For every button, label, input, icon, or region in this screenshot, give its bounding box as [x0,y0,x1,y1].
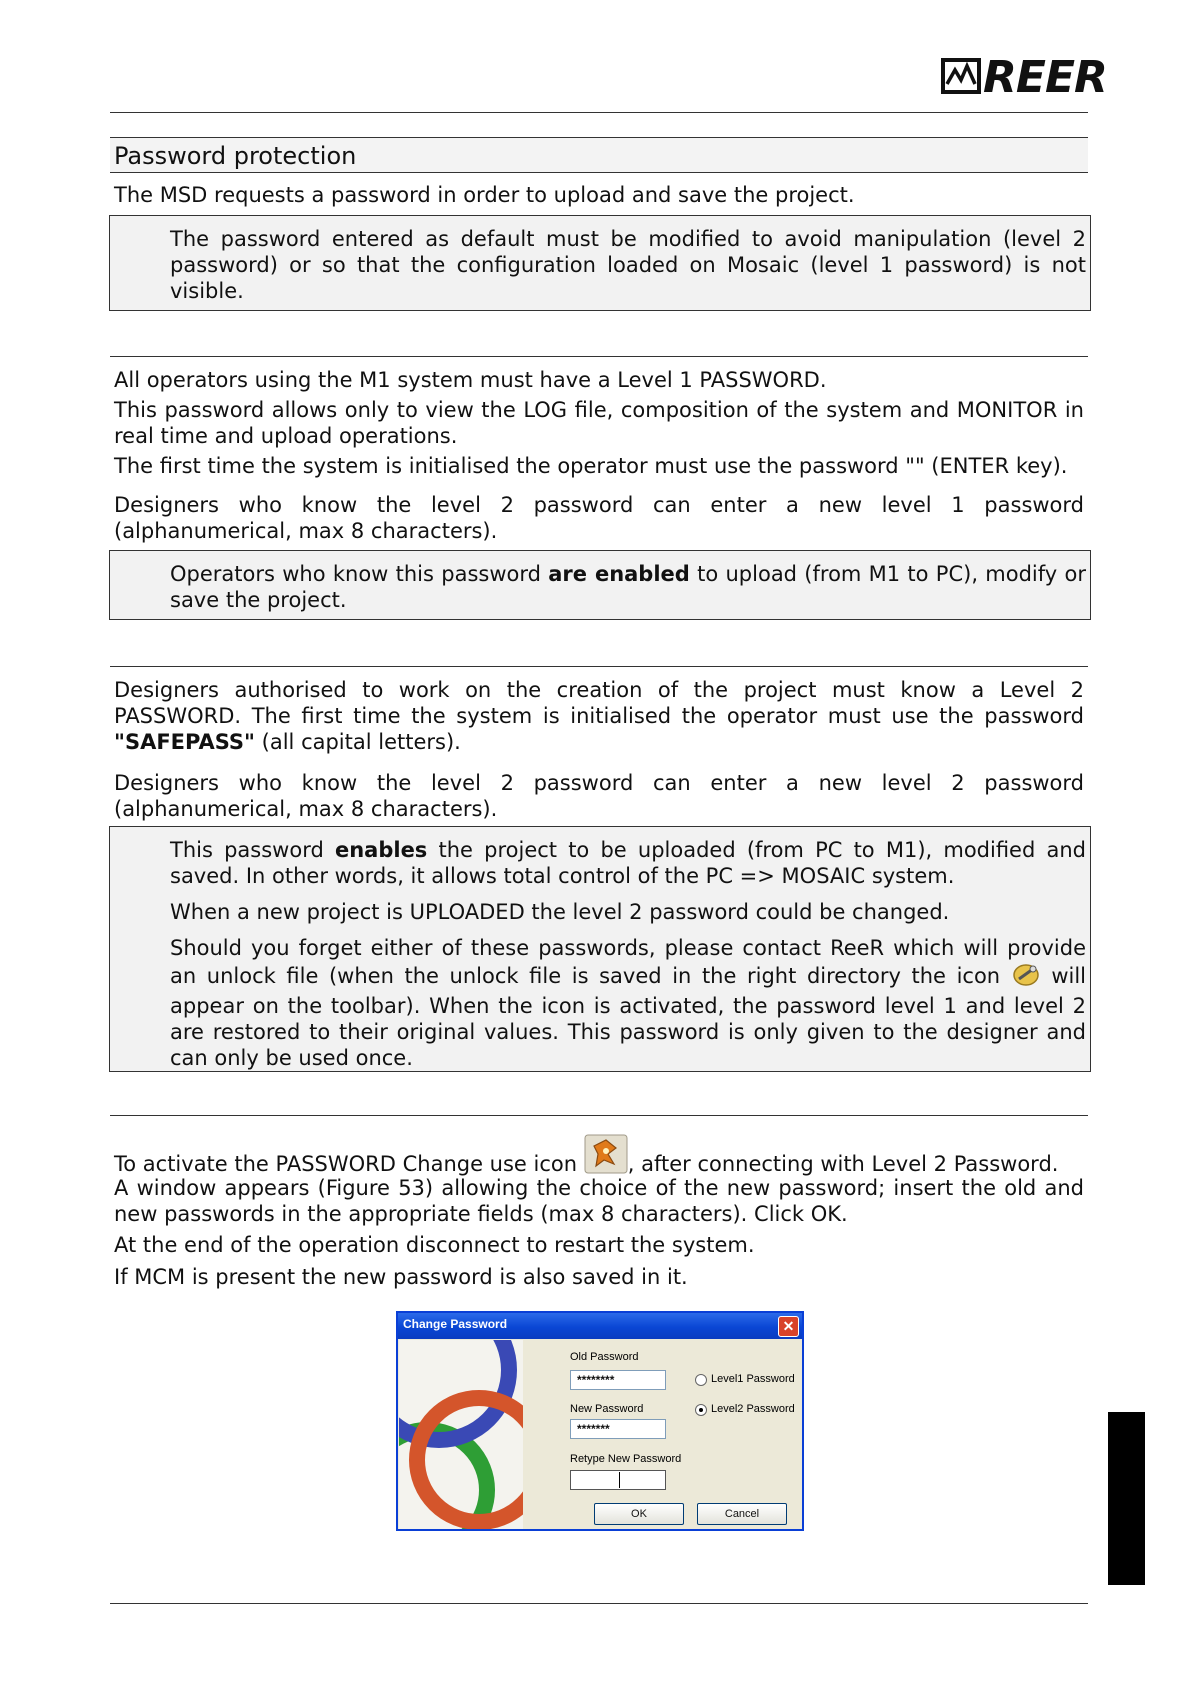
logo-text: REER [983,52,1107,103]
cancel-button[interactable]: Cancel [697,1503,787,1525]
level2-rule [110,666,1088,667]
section-title [110,137,1088,173]
old-password-label: Old Password [570,1351,639,1363]
note-level1 [109,550,1091,620]
password-change-icon [584,1134,628,1180]
level1-rule [110,356,1088,357]
note-default-password-text: The password entered as default must be modified to avoid manipulation (level 2 password) or so that the configuration loaded on Mosaic (level 1 password) is not visible. [170,227,1086,303]
section-title-text: Password protection [114,142,357,170]
level1-radio-label: Level1 Password [711,1373,795,1385]
reer-logo [941,52,1107,103]
change-paragraph-3: At the end of the operation disconnect to restart the system. [114,1233,755,1257]
retype-password-input[interactable] [570,1470,666,1490]
dialog-title: Change Password [403,1317,508,1331]
level2-paragraph-1: Designers authorised to work on the creation of the project must know a Level 2 PASSWORD. The first time the system is initialised the operator must use the password "SAFEPASS" (all capital letters). [114,678,1084,754]
change-paragraph-1: To activate the PASSWORD Change use icon , after connecting with Level 2 Password. [114,1142,1084,1188]
new-password-input[interactable]: ******* [570,1419,666,1439]
note-level2-text-b: When a new project is UPLOADED the level 2 password could be changed. [170,900,950,924]
note-level2-text-a: This password enables the project to be uploaded (from PC to M1), modified and saved. In other words, it allows total control of the PC => MOSAIC system. [170,838,1086,888]
unlock-icon [1011,961,1041,993]
close-button[interactable]: ✕ [778,1316,799,1337]
level1-paragraph-3: The first time the system is initialised the operator must use the password "" (ENTER key). [114,454,1068,478]
change-rule [110,1115,1088,1116]
level2-radio-label: Level2 Password [711,1403,795,1415]
rings-artwork-icon [399,1340,523,1529]
level1-paragraph-2: This password allows only to view the LOG file, composition of the system and MONITOR in real time and upload operations. [114,398,1084,448]
level1-paragraph-4: Designers who know the level 2 password can enter a new level 1 password (alphanumerical, max 8 characters). [114,493,1084,543]
new-password-label: New Password [570,1403,644,1415]
chapter-tab-marker [1108,1412,1145,1585]
level1-radio[interactable] [695,1374,707,1386]
change-password-dialog [396,1311,804,1531]
old-password-input[interactable]: ******** [570,1370,666,1390]
reer-logo-icon [941,58,981,94]
note-level1-text: Operators who know this password are enabled to upload (from M1 to PC), modify or save the project. [170,562,1086,612]
text-cursor [619,1472,620,1488]
level2-radio[interactable] [695,1404,707,1416]
note-level2 [109,826,1091,1072]
note-level2-text-c: Should you forget either of these passwords, please contact ReeR which will provide an unlock file (when the unlock file is saved in the right directory the icon will appear on the toolbar). When the icon is activated, the password level 1 and level 2 are restored to their original values. This password is only given to the designer and can only be used once. [170,936,1086,1070]
note-default-password [109,215,1091,311]
change-paragraph-4: If MCM is present the new password is also saved in it. [114,1265,688,1289]
dialog-titlebar [398,1313,802,1339]
level2-paragraph-2: Designers who know the level 2 password can enter a new level 2 password (alphanumerical, max 8 characters). [114,771,1084,821]
intro-paragraph: The MSD requests a password in order to upload and save the project. [114,183,855,207]
header-rule [110,112,1088,113]
retype-password-label: Retype New Password [570,1453,682,1465]
change-paragraph-2: A window appears (Figure 53) allowing the choice of the new password; insert the old and new passwords in the appropriate fields (max 8 characters). Click OK. [114,1176,1084,1226]
level1-paragraph-1: All operators using the M1 system must have a Level 1 PASSWORD. [114,368,827,392]
ok-button[interactable]: OK [594,1503,684,1525]
dialog-artwork [399,1340,523,1529]
footer-rule [110,1603,1088,1604]
